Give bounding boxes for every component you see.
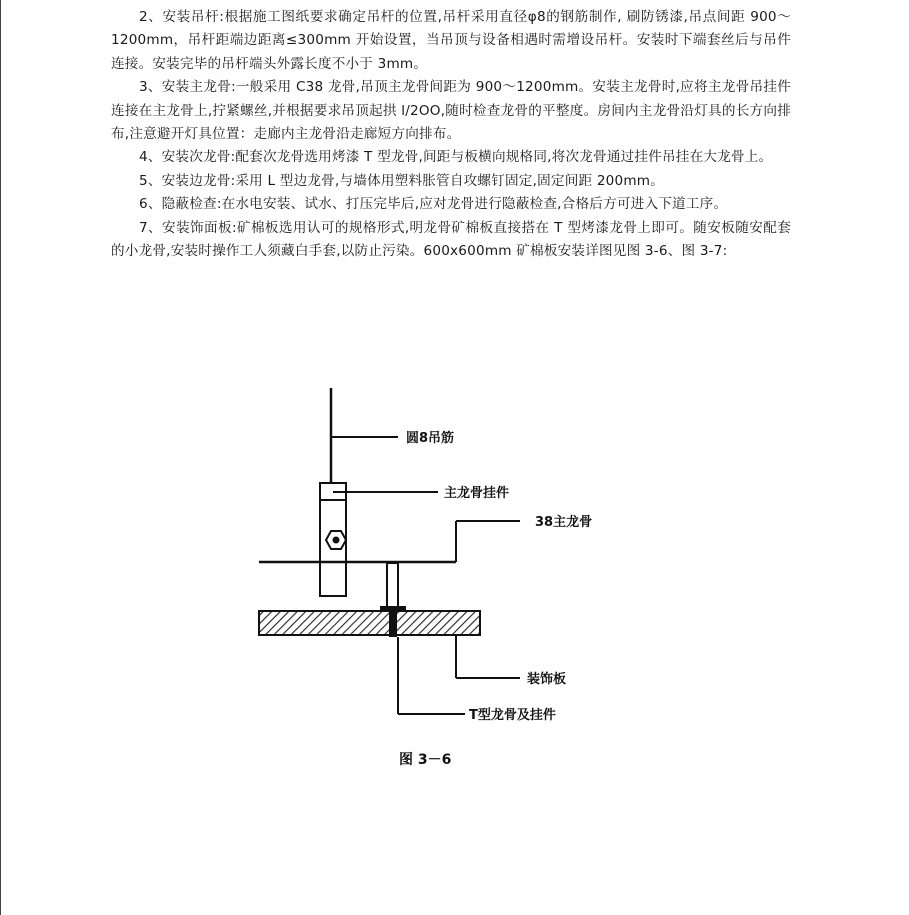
- text-line: 排布。: [418, 126, 461, 143]
- paragraph-install-main-keel: [111, 76, 791, 146]
- t-keel-hanger: [387, 563, 398, 610]
- figure-caption: 图 3－6: [399, 752, 452, 768]
- text-line: 吊挂在大龙骨上。: [662, 149, 773, 166]
- paragraph-concealment-check: [111, 193, 791, 216]
- bolt-center: [333, 537, 340, 544]
- text-line: 6、隐蔽检查:在水电安装、试水、打压完毕后,应对龙骨进行隐蔽检查,合格后方可进入: [139, 196, 659, 213]
- bolt-icon: [326, 531, 346, 549]
- text-line: 设吊杆。安装时下端套丝后与吊件连接。安装完毕的吊杆端头外露长度不小于 3mm。: [111, 32, 791, 72]
- text-line: 4、安装次龙骨:配套次龙骨选用烤漆 T 型龙骨,间距与板横向规格同,将次龙骨通过挂件: [139, 149, 662, 166]
- text-line: 5、安装边龙骨:采用 L 型边龙骨,与墙体用塑料胀管自攻螺钉固定,固定间距 200mm。: [139, 172, 665, 189]
- t-keel-flange: [380, 606, 406, 612]
- text-line: 下道工序。: [658, 196, 728, 213]
- text-line: 2、安装吊杆:根据施工图纸要求确定吊杆的位置,吊杆采用直径φ8的钢筋制作, 刷防锈: [139, 9, 670, 25]
- paragraph-install-panel: [111, 217, 791, 264]
- text-line: 漆,吊点间距 900～1200mm，吊杆距端边距离≤300mm 开始设置，当吊顶与设备相遇时需增: [111, 9, 791, 49]
- text-line: 7、安装饰面板:矿棉板选用认可的规格形式,明龙骨矿棉板直接搭在 T 型烤漆龙骨上即可。: [139, 219, 694, 236]
- document-page: [111, 6, 791, 263]
- text-line: 应将主龙骨吊挂件连接在主龙骨上,拧紧螺丝,并根据要求吊顶起拱 l/2OO,随时检查龙骨的平: [111, 79, 791, 119]
- label-main-keel: 38主龙骨: [535, 515, 593, 530]
- text-line: 整度。房间内主龙骨沿灯具的长方向排布,注意避开灯具位置：走廊内主龙骨沿走廊短方向: [111, 102, 791, 143]
- label-main-keel-hanger: 主龙骨挂件: [444, 486, 510, 501]
- paragraph-install-hanger-rod: [111, 6, 791, 76]
- label-t-keel: T型龙骨及挂件: [469, 708, 556, 723]
- label-panel: 装饰板: [527, 672, 567, 687]
- page-left-border: [0, 0, 1, 915]
- text-line: 3、安装主龙骨:一般采用 C38 龙骨,吊顶主龙骨间距为 900～1200mm。安装主龙骨时,: [139, 79, 681, 96]
- main-keel-hanger: [320, 483, 346, 596]
- text-line: 详图见图 3-6、图 3-7:: [585, 243, 728, 260]
- decorative-panel: [259, 611, 480, 635]
- paragraph-install-secondary-keel: [111, 146, 791, 169]
- text-line: 随安板随安配套的小龙骨,安装时操作工人须藏白手套,以防止污染。600x600mm 矿棉板安装: [111, 219, 791, 260]
- paragraph-install-edge-keel: [111, 170, 791, 193]
- t-keel-web: [389, 610, 397, 637]
- label-rod: 圆8吊筋: [406, 431, 455, 446]
